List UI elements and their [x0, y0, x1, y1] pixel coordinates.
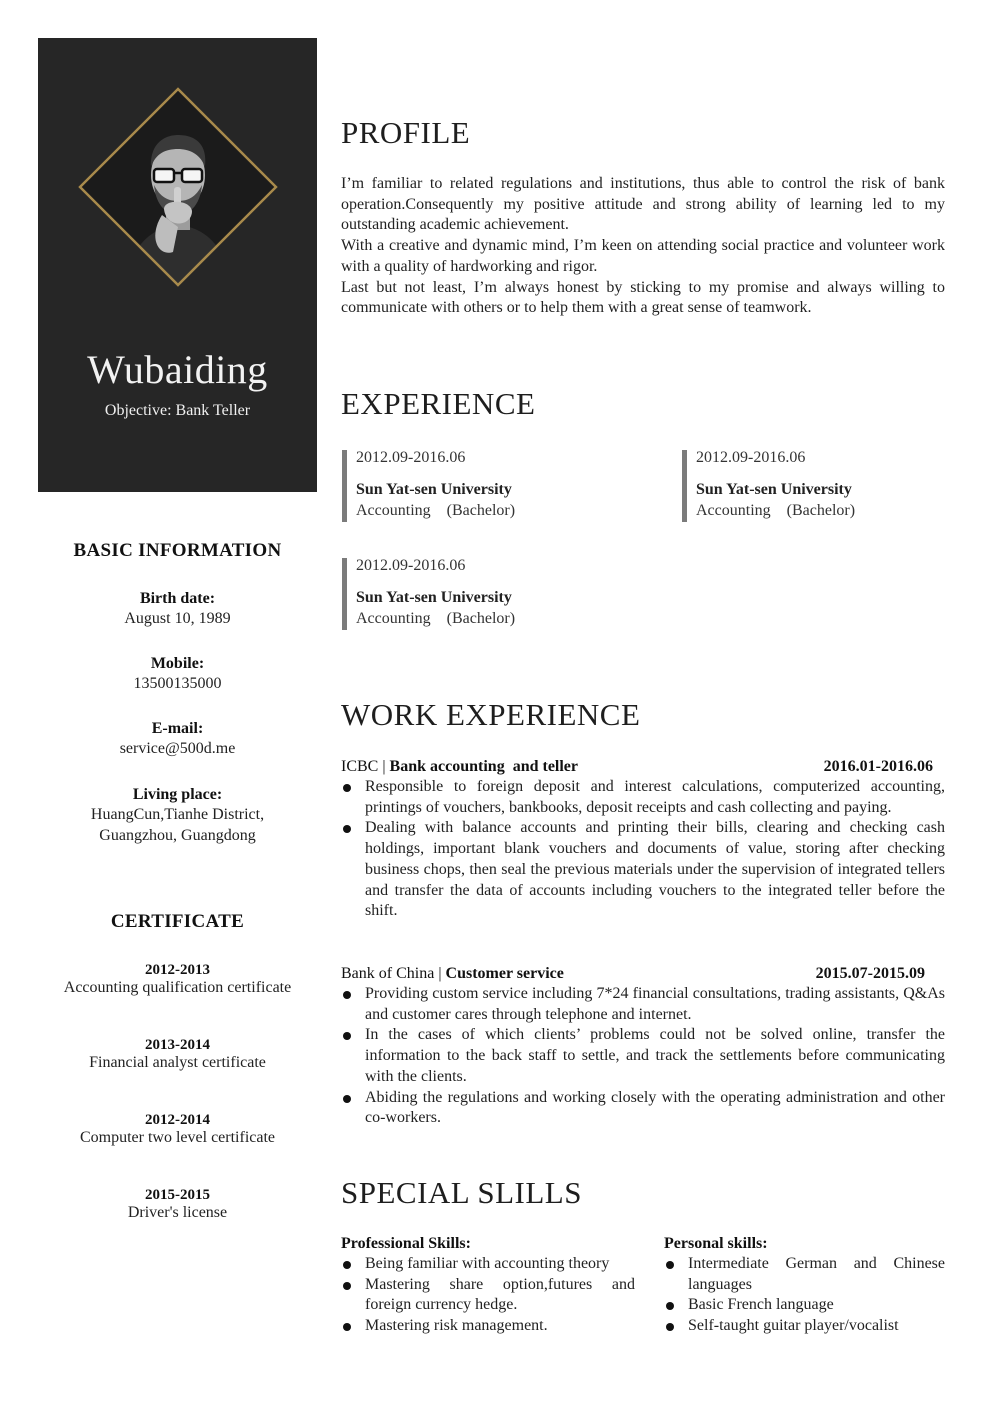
birth-date-block [38, 590, 317, 629]
job-entry [341, 756, 945, 922]
certificate-item [38, 962, 317, 997]
job-role: Bank accounting and teller [389, 758, 579, 775]
profile-paragraph: Last but not least, I’m always honest by sticking to my promise and always willing to communicate with others or to help them with a great sense of teamwork. [341, 278, 945, 317]
education-major: Accounting (Bachelor) [696, 502, 856, 519]
email-block [38, 720, 317, 759]
birth-date-value: August 10, 1989 [124, 610, 231, 627]
job-company: Bank of China [341, 965, 435, 982]
professional-skills-list [341, 1254, 635, 1337]
mobile-value: 13500135000 [133, 675, 222, 692]
professional-skills [341, 1233, 635, 1337]
job-company: ICBC [341, 758, 379, 775]
certificate-years: 2015-2015 [145, 1187, 210, 1203]
certificate-item [38, 1112, 317, 1147]
job-dates: 2015.07-2015.09 [815, 965, 925, 982]
job-dates: 2016.01-2016.06 [823, 758, 933, 775]
skill-item: Intermediate German and Chinese languages [664, 1254, 945, 1295]
certificate-name: Computer two level certificate [79, 1129, 276, 1146]
job-role: Customer service [445, 965, 564, 982]
job-objective: Objective: Bank Teller [104, 402, 251, 419]
education-entry [682, 450, 855, 522]
profile-paragraph: With a creative and dynamic mind, I’m keen on attending social practice and volunteer work with a quality of hardworking and rigor. [341, 237, 945, 275]
certificate-section [38, 911, 317, 933]
education-entry [342, 450, 515, 522]
profile-title: PROFILE [341, 115, 471, 150]
photo-diamond-frame [78, 87, 278, 287]
mobile-label: Mobile: [150, 655, 205, 672]
job-title-line [341, 963, 564, 984]
job-header [341, 756, 945, 777]
certificate-name: Financial analyst certificate [89, 1054, 266, 1071]
certificate-name: Accounting qualification certificate [63, 979, 292, 996]
education-major: Accounting (Bachelor) [356, 610, 516, 627]
certificate-years: 2013-2014 [145, 1037, 210, 1053]
profile-paragraph: I’m familiar to related regulations and institutions, thus able to control the risk of bank operation.Consequently my positive attitude and strong ability of learning led to my outstanding academic achievement. [341, 175, 945, 234]
living-place-label: Living place: [132, 786, 223, 803]
job-duty-item: Dealing with balance accounts and printing their bills, clearing and checking cash holdings, important blank vouchers and documents of value, storing after checking business chops, then seal the previous materials under the supervision of integrated tellers and transfer the data of accounts including vouchers to the integrated teller before the shift. [341, 818, 945, 922]
job-duties [341, 777, 945, 922]
job-header [341, 963, 945, 984]
job-title-line [341, 756, 578, 777]
certificate-name: Driver's license [127, 1204, 228, 1221]
education-dates: 2012.09-2016.06 [356, 557, 466, 574]
job-duty-item: In the cases of which clients’ problems could not be solved online, transfer the information to the back staff to settle, and track the settlements before communicating with the clients. [341, 1025, 945, 1087]
living-place-line2: Guangzhou, Guangdong [99, 827, 256, 844]
job-separator: | [434, 965, 446, 982]
profile-photo [78, 87, 278, 287]
personal-skills-list [664, 1254, 945, 1337]
skill-item: Basic French language [664, 1295, 945, 1316]
profile-card [38, 38, 317, 492]
job-separator: | [378, 758, 390, 775]
personal-skills-heading: Personal skills: [664, 1235, 768, 1252]
job-duty-item: Responsible to foreign deposit and interest calculations, computerized accounting, printings of vouchers, bankbooks, deposit receipts and cash collecting and paying. [341, 777, 945, 818]
mobile-block [38, 655, 317, 694]
basic-info-heading: BASIC INFORMATION [73, 540, 282, 561]
education-major: Accounting (Bachelor) [356, 502, 516, 519]
certificate-years: 2012-2014 [145, 1112, 210, 1128]
education-dates: 2012.09-2016.06 [696, 449, 806, 466]
education-school: Sun Yat-sen University [356, 589, 512, 606]
education-school: Sun Yat-sen University [356, 481, 512, 498]
skill-item: Mastering share option,futures and foreign currency hedge. [341, 1275, 635, 1316]
candidate-name: Wubaiding [87, 347, 268, 392]
skill-item: Being familiar with accounting theory [341, 1254, 635, 1275]
skill-item: Self-taught guitar player/vocalist [664, 1316, 945, 1337]
education-dates: 2012.09-2016.06 [356, 449, 466, 466]
basic-info-section [38, 540, 317, 562]
certificate-item [38, 1037, 317, 1072]
job-duties [341, 984, 945, 1129]
profile-text [341, 174, 945, 319]
personal-skills [664, 1233, 945, 1337]
job-duty-item: Providing custom service including 7*24 financial consultations, trading assistants, Q&As and customer cares through telephone and internet. [341, 984, 945, 1025]
email-value: service@500d.me [119, 740, 236, 757]
education-school: Sun Yat-sen University [696, 481, 852, 498]
special-skills-title: SPECIAL SLILLS [341, 1175, 582, 1210]
education-entry [342, 558, 515, 630]
work-experience-title: WORK EXPERIENCE [341, 697, 641, 732]
certificate-item [38, 1187, 317, 1222]
living-place-block [38, 786, 317, 846]
email-label: E-mail: [151, 720, 204, 737]
living-place-line1: HuangCun,Tianhe District, [90, 806, 265, 823]
certificate-heading: CERTIFICATE [110, 911, 245, 932]
experience-title: EXPERIENCE [341, 386, 536, 421]
skill-item: Mastering risk management. [341, 1316, 635, 1337]
certificate-years: 2012-2013 [145, 962, 210, 978]
job-duty-item: Abiding the regulations and working closely with the operating administration and other co-workers. [341, 1088, 945, 1129]
birth-date-label: Birth date: [139, 590, 216, 607]
job-entry [341, 963, 945, 1129]
professional-skills-heading: Professional Skills: [341, 1235, 471, 1252]
